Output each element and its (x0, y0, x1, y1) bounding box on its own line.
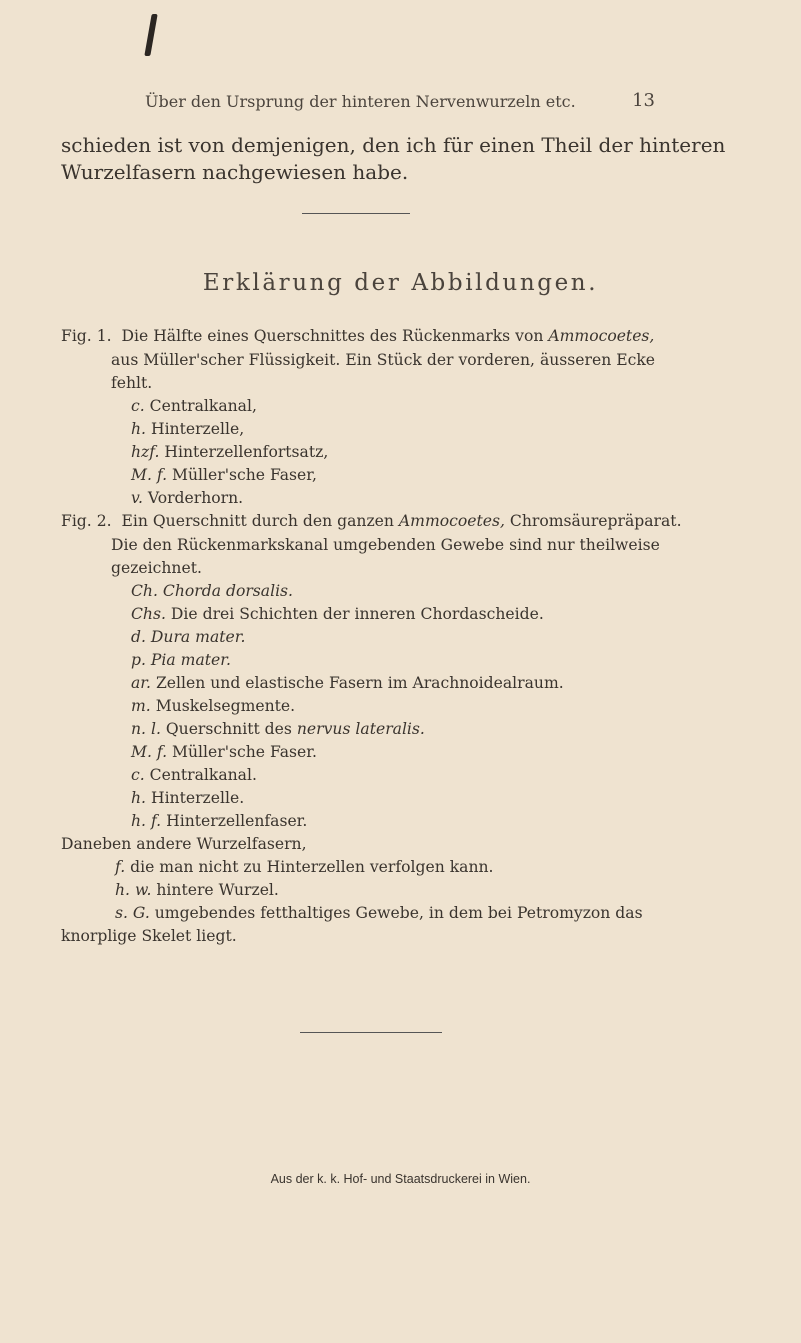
fig2-line: gezeichnet. (111, 559, 202, 577)
section-heading: Erklärung der Abbildungen. (202, 270, 599, 296)
fig2-line: Die den Rückenmarkskanal umgebenden Gewebe sind nur theilweise (111, 536, 660, 554)
legend-item (131, 697, 295, 715)
legend-abbr: M. f. (131, 466, 168, 484)
legend-text: die man nicht zu Hinterzellen verfolgen kann. (130, 858, 494, 876)
legend-text: Centralkanal, (149, 397, 257, 415)
legend-abbr: d. (131, 628, 146, 646)
fig-text: Die Hälfte eines Querschnittes des Rückenmarks von (121, 327, 544, 345)
divider (300, 1032, 442, 1033)
legend-item (131, 789, 244, 807)
legend-item (131, 443, 328, 461)
legend-item (131, 651, 231, 669)
printer-imprint: Aus der k. k. Hof- und Staatsdruckerei in Wien. (270, 1172, 531, 1186)
legend-text: Querschnitt des (165, 720, 292, 738)
legend-text: Die drei Schichten der inneren Chordascheide. (170, 605, 544, 623)
fig-label: Fig. 1. (61, 327, 112, 345)
legend-abbr: n. l. (131, 720, 161, 738)
legend-item (131, 628, 245, 646)
legend-text: Hinterzellenfaser. (166, 812, 308, 830)
fig1-line: fehlt. (111, 374, 153, 392)
legend-abbr: c. (131, 766, 145, 784)
legend-text-italic: nervus lateralis. (296, 720, 425, 738)
fig2-line: knorplige Skelet liegt. (61, 927, 237, 945)
ink-mark (144, 14, 157, 56)
fig-species: Ammocoetes, (548, 327, 655, 345)
running-title: Über den Ursprung der hinteren Nervenwurzeln etc. (145, 92, 576, 111)
intro-line: Wurzelfasern nachgewiesen habe. (61, 160, 409, 184)
legend-item (131, 605, 544, 623)
fig1-line: aus Müller'scher Flüssigkeit. Ein Stück der vorderen, äusseren Ecke (111, 351, 656, 369)
legend-text: Chorda dorsalis. (162, 582, 294, 600)
fig1-line (61, 327, 654, 345)
legend-abbr: h. w. (115, 881, 152, 899)
legend-item (131, 674, 564, 692)
legend-abbr: p. (131, 651, 146, 669)
legend-item (131, 720, 425, 738)
legend-abbr: h. f. (131, 812, 162, 830)
legend-text: Centralkanal. (149, 766, 257, 784)
legend-item (131, 466, 317, 484)
legend-abbr: Chs. (131, 605, 166, 623)
legend-text: Dura mater. (150, 628, 246, 646)
legend-abbr: hzf. (131, 443, 160, 461)
legend-abbr: ar. (131, 674, 151, 692)
legend-text: Müller'sche Faser, (172, 466, 317, 484)
legend-item (131, 582, 293, 600)
legend-text: Vorderhorn. (147, 489, 244, 507)
legend-item (115, 881, 279, 899)
legend-item (131, 766, 257, 784)
fig-text: Chromsäurepräparat. (509, 512, 682, 530)
legend-item (115, 858, 494, 876)
legend-abbr: h. (131, 789, 146, 807)
legend-text: hintere Wurzel. (156, 881, 279, 899)
legend-abbr: h. (131, 420, 146, 438)
legend-abbr: v. (131, 489, 143, 507)
legend-text: Pia mater. (150, 651, 231, 669)
legend-abbr: c. (131, 397, 145, 415)
legend-text: Hinterzellenfortsatz, (164, 443, 329, 461)
legend-text: Müller'sche Faser. (172, 743, 317, 761)
divider (302, 213, 410, 214)
fig-text: Ein Querschnitt durch den ganzen (121, 512, 394, 530)
legend-item (115, 904, 643, 922)
legend-abbr: m. (131, 697, 151, 715)
legend-item (131, 420, 244, 438)
legend-item (131, 812, 307, 830)
fig-species: Ammocoetes, (398, 512, 505, 530)
fig-label: Fig. 2. (61, 512, 112, 530)
legend-text: umgebendes fetthaltiges Gewebe, in dem bei Petromyzon das (154, 904, 643, 922)
legend-text: Muskelsegmente. (155, 697, 296, 715)
legend-text: Hinterzelle, (150, 420, 245, 438)
legend-abbr: M. f. (131, 743, 168, 761)
legend-text: Zellen und elastische Fasern im Arachnoidealraum. (155, 674, 564, 692)
legend-abbr: Ch. (131, 582, 158, 600)
fig2-line (61, 512, 682, 530)
legend-item (131, 743, 317, 761)
legend-abbr: f. (115, 858, 126, 876)
legend-abbr: s. G. (115, 904, 150, 922)
page-number: 13 (632, 90, 655, 111)
legend-item (131, 397, 257, 415)
legend-text: Hinterzelle. (150, 789, 245, 807)
intro-line: schieden ist von demjenigen, den ich für einen Theil der hinteren (61, 133, 726, 157)
legend-item (131, 489, 243, 507)
fig2-line: Daneben andere Wurzelfasern, (61, 835, 307, 853)
